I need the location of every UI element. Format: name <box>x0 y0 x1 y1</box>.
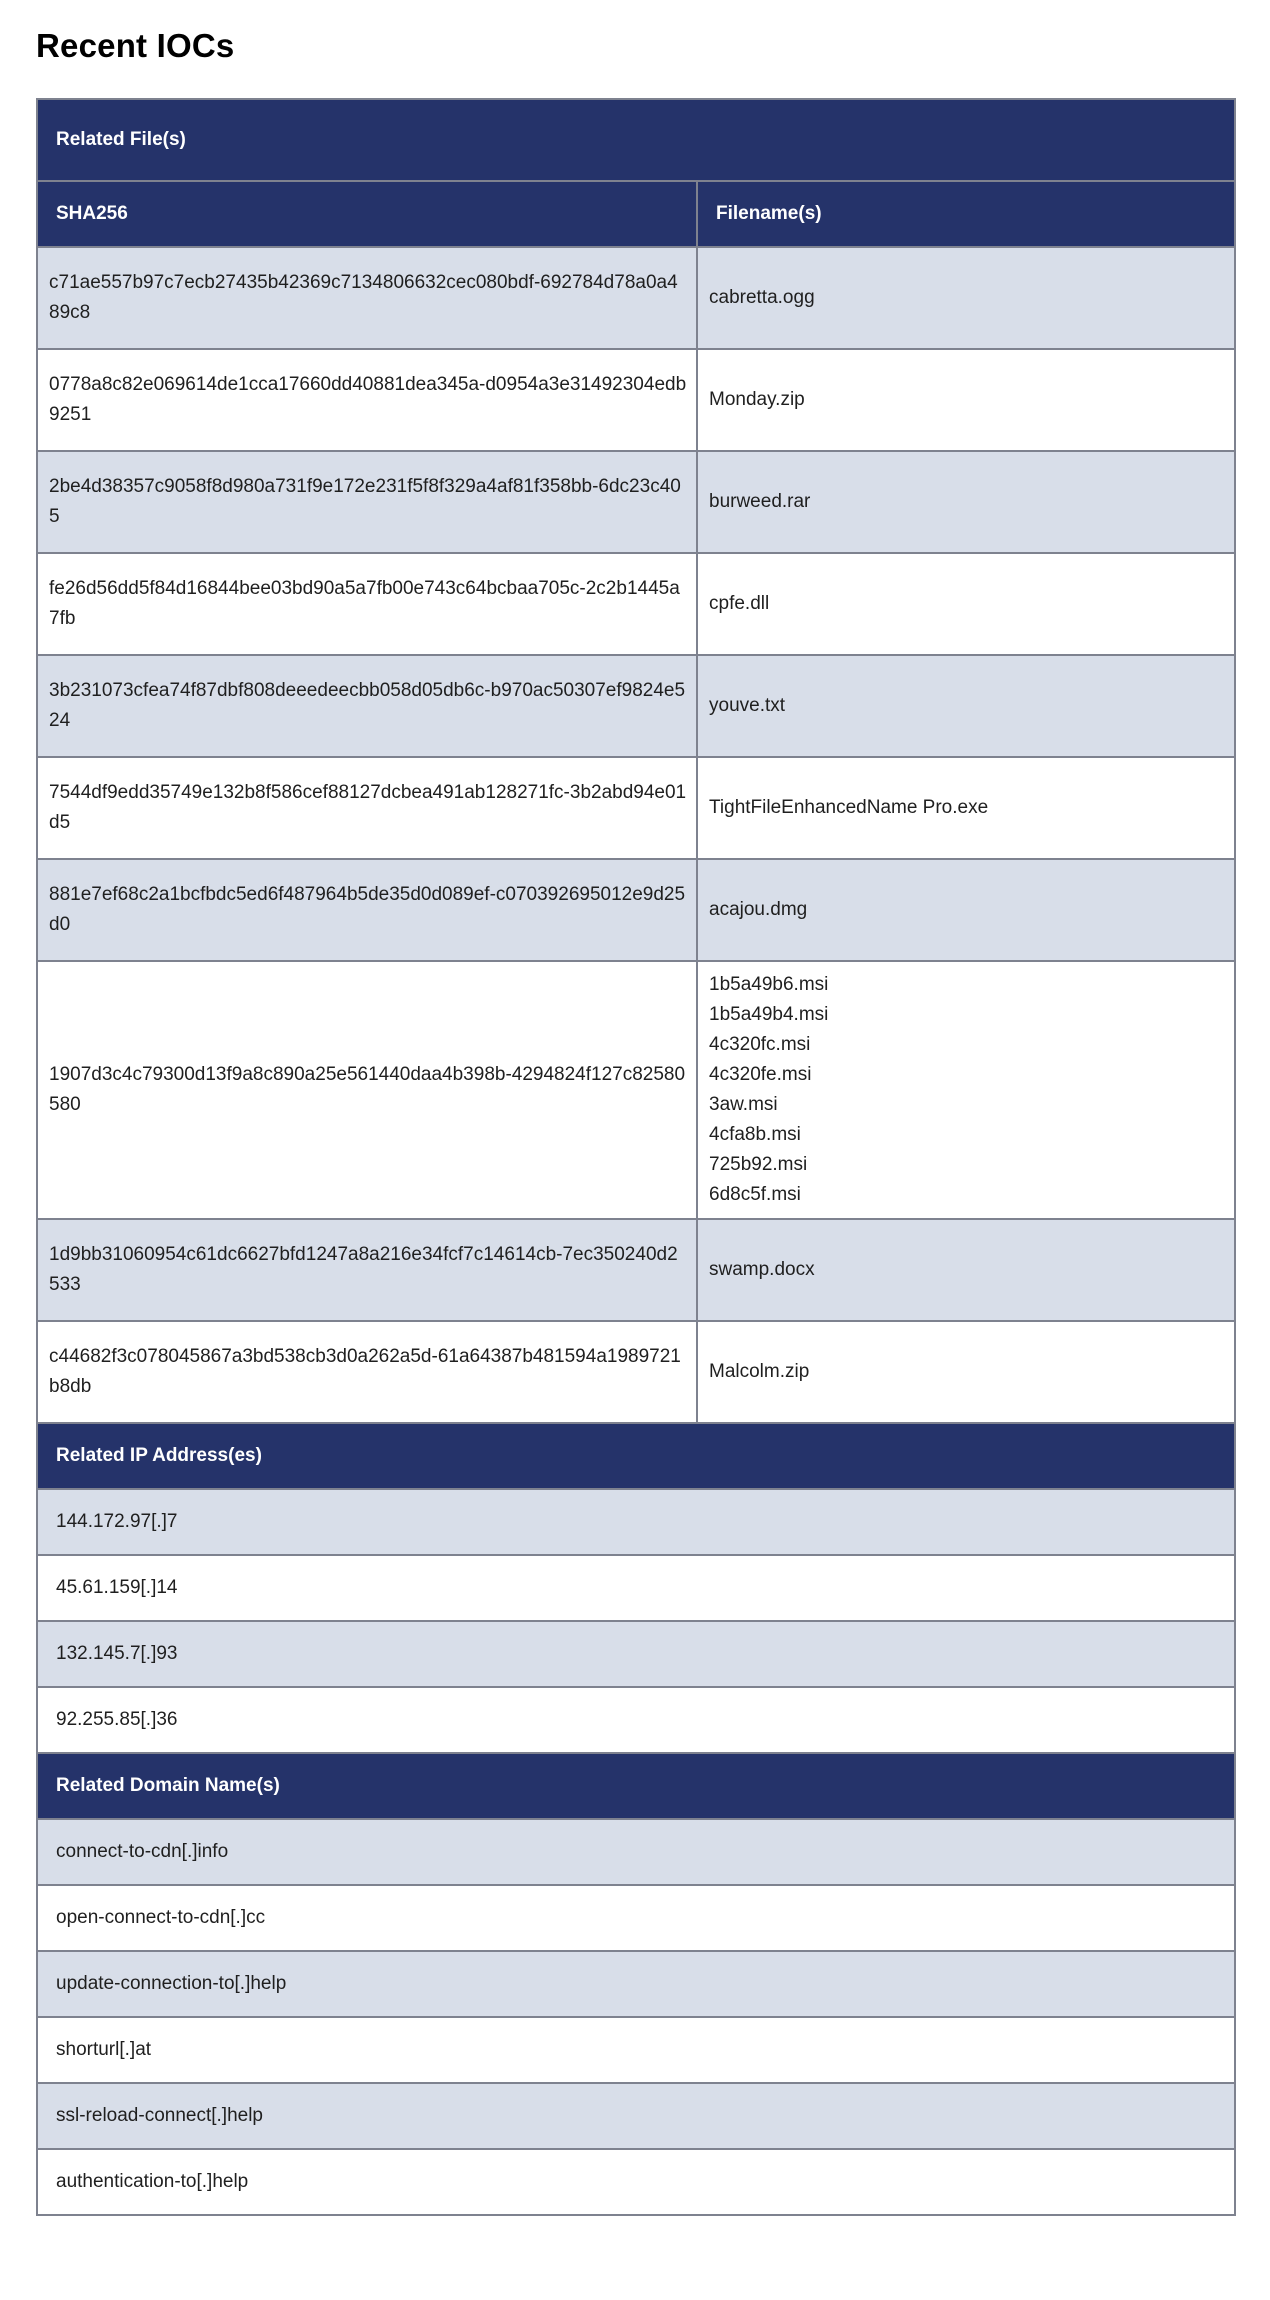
domain-name-value: open-connect-to-cdn[.]cc <box>37 1885 1235 1951</box>
ip-address-section-header <box>37 1423 1235 1489</box>
filenames-cell <box>697 859 1235 961</box>
domain-name-value: update-connection-to[.]help <box>37 1951 1235 2017</box>
domain-name-value: shorturl[.]at <box>37 2017 1235 2083</box>
filename: 4cfa8b.msi <box>709 1124 801 1145</box>
filenames-cell <box>697 349 1235 451</box>
ip-address-row <box>37 1687 1235 1753</box>
domain-name-row <box>37 2083 1235 2149</box>
filename: 1b5a49b4.msi <box>709 1004 829 1025</box>
column-header-sha256: SHA256 <box>37 181 697 247</box>
file-row <box>37 349 1235 451</box>
filenames-cell <box>697 961 1235 1219</box>
filename: cpfe.dll <box>709 593 770 614</box>
domain-name-row <box>37 2149 1235 2215</box>
ip-address-section-title: Related IP Address(es) <box>37 1423 1235 1489</box>
filename: 4c320fc.msi <box>709 1034 811 1055</box>
file-row <box>37 859 1235 961</box>
filenames-cell <box>697 757 1235 859</box>
domain-name-row <box>37 1819 1235 1885</box>
filename: 4c320fe.msi <box>709 1064 812 1085</box>
ip-address-row <box>37 1621 1235 1687</box>
filenames-cell <box>697 1219 1235 1321</box>
ip-address-value: 132.145.7[.]93 <box>37 1621 1235 1687</box>
files-section-title: Related File(s) <box>37 99 1235 181</box>
file-row <box>37 1321 1235 1423</box>
filenames-cell <box>697 451 1235 553</box>
ip-address-row <box>37 1489 1235 1555</box>
domain-name-section-header <box>37 1753 1235 1819</box>
file-row <box>37 961 1235 1219</box>
filename: Malcolm.zip <box>709 1361 810 1382</box>
filename: 3aw.msi <box>709 1094 778 1115</box>
filename: youve.txt <box>709 695 786 716</box>
filenames-cell <box>697 1321 1235 1423</box>
filename: TightFileEnhancedName Pro.exe <box>709 797 989 818</box>
sha256-cell: c71ae557b97c7ecb27435b42369c7134806632cec080bdf-692784d78a0a489c8 <box>37 247 697 349</box>
ioc-table <box>36 98 1236 2216</box>
sha256-cell: 0778a8c82e069614de1cca17660dd40881dea345a-d0954a3e31492304edb9251 <box>37 349 697 451</box>
column-header-filenames: Filename(s) <box>697 181 1235 247</box>
sha256-cell: 881e7ef68c2a1bcfbdc5ed6f487964b5de35d0d089ef-c070392695012e9d25d0 <box>37 859 697 961</box>
file-row <box>37 553 1235 655</box>
filename: 1b5a49b6.msi <box>709 974 829 995</box>
files-column-header <box>37 181 1235 247</box>
domain-name-row <box>37 1885 1235 1951</box>
ip-address-value: 144.172.97[.]7 <box>37 1489 1235 1555</box>
file-row <box>37 247 1235 349</box>
domain-name-row <box>37 1951 1235 2017</box>
ip-address-row <box>37 1555 1235 1621</box>
ip-address-value: 45.61.159[.]14 <box>37 1555 1235 1621</box>
domain-name-row <box>37 2017 1235 2083</box>
filename: 6d8c5f.msi <box>709 1184 801 1205</box>
file-row <box>37 757 1235 859</box>
filename: burweed.rar <box>709 491 811 512</box>
domain-name-value: ssl-reload-connect[.]help <box>37 2083 1235 2149</box>
file-row <box>37 655 1235 757</box>
sha256-cell: c44682f3c078045867a3bd538cb3d0a262a5d-61a64387b481594a1989721b8db <box>37 1321 697 1423</box>
domain-name-section-title: Related Domain Name(s) <box>37 1753 1235 1819</box>
filename: Monday.zip <box>709 389 805 410</box>
ip-address-value: 92.255.85[.]36 <box>37 1687 1235 1753</box>
page-title: Recent IOCs <box>36 27 235 64</box>
filenames-cell <box>697 553 1235 655</box>
file-row <box>37 451 1235 553</box>
sha256-cell: 3b231073cfea74f87dbf808deeedeecbb058d05db6c-b970ac50307ef9824e524 <box>37 655 697 757</box>
sha256-cell: fe26d56dd5f84d16844bee03bd90a5a7fb00e743c64bcbaa705c-2c2b1445a7fb <box>37 553 697 655</box>
filename: 725b92.msi <box>709 1154 808 1175</box>
domain-name-value: connect-to-cdn[.]info <box>37 1819 1235 1885</box>
domain-name-value: authentication-to[.]help <box>37 2149 1235 2215</box>
sha256-cell: 1907d3c4c79300d13f9a8c890a25e561440daa4b398b-4294824f127c82580580 <box>37 961 697 1219</box>
filename: swamp.docx <box>709 1259 815 1280</box>
filenames-cell <box>697 655 1235 757</box>
filename: cabretta.ogg <box>709 287 815 308</box>
filename: acajou.dmg <box>709 899 808 920</box>
sha256-cell: 2be4d38357c9058f8d980a731f9e172e231f5f8f329a4af81f358bb-6dc23c405 <box>37 451 697 553</box>
sha256-cell: 1d9bb31060954c61dc6627bfd1247a8a216e34fcf7c14614cb-7ec350240d2533 <box>37 1219 697 1321</box>
file-row <box>37 1219 1235 1321</box>
sha256-cell: 7544df9edd35749e132b8f586cef88127dcbea491ab128271fc-3b2abd94e01d5 <box>37 757 697 859</box>
files-section-header <box>37 99 1235 181</box>
filenames-cell <box>697 247 1235 349</box>
